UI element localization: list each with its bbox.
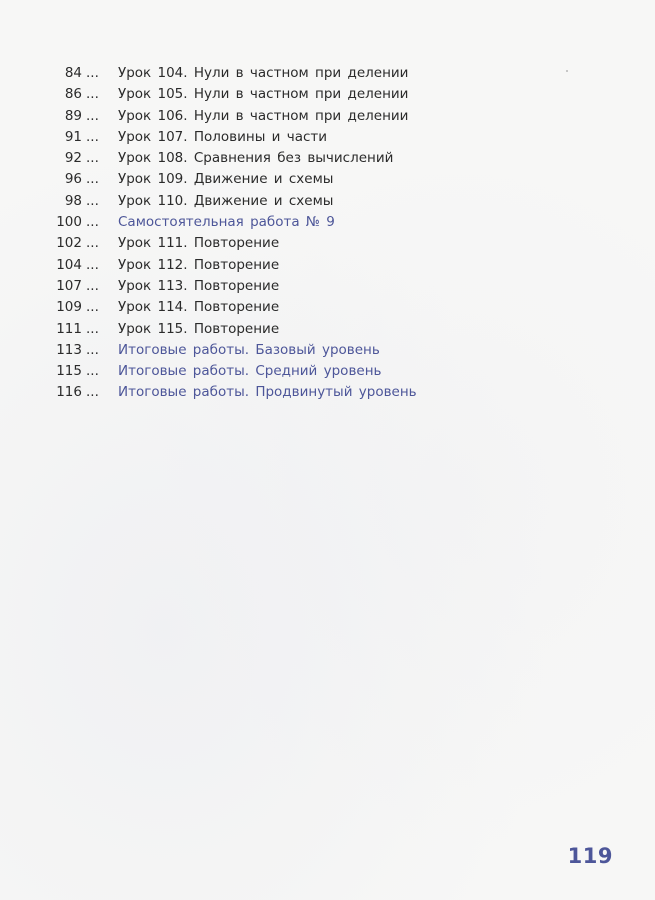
toc-entry [0, 382, 655, 403]
toc-page-number: 100 [56, 214, 82, 231]
toc-page-number: 98 [64, 192, 82, 209]
toc-entry [0, 297, 655, 318]
toc-leader-dots: ... [86, 235, 99, 252]
toc-page-number: 84 [64, 65, 82, 81]
toc-entry-title: Итоговые работы. Базовый уровень [118, 341, 380, 358]
toc-leader-dots: ... [86, 128, 99, 145]
toc-page-number: 96 [64, 171, 82, 188]
table-of-contents [0, 63, 655, 404]
toc-leader-dots: ... [86, 341, 99, 358]
toc-page-number: 109 [56, 299, 82, 316]
toc-entry-title: Урок 111. Повторение [118, 235, 280, 252]
toc-page-number: 113 [56, 341, 82, 358]
toc-entry [0, 276, 655, 297]
toc-page-number: 91 [64, 128, 82, 145]
toc-page-number: 92 [64, 150, 82, 167]
toc-leader-dots: ... [86, 277, 99, 294]
toc-entry-title: Самостоятельная работа № 9 [118, 214, 335, 231]
toc-entry-title: Урок 114. Повторение [118, 299, 280, 316]
toc-leader-dots: ... [86, 65, 99, 81]
toc-entry-title: Итоговые работы. Продвинутый уровень [118, 384, 417, 401]
toc-entry-title: Урок 110. Движение и схемы [118, 192, 334, 209]
toc-leader-dots: ... [86, 171, 99, 188]
toc-entry [0, 169, 655, 190]
toc-entry-title: Итоговые работы. Средний уровень [118, 363, 382, 380]
toc-entry [0, 63, 655, 84]
toc-entry [0, 255, 655, 276]
toc-entry [0, 319, 655, 340]
toc-page-number: 89 [64, 107, 82, 124]
toc-entry-title: Урок 107. Половины и части [118, 128, 328, 145]
toc-entry [0, 84, 655, 105]
toc-leader-dots: ... [86, 192, 99, 209]
toc-leader-dots: ... [86, 107, 99, 124]
toc-leader-dots: ... [86, 363, 99, 380]
toc-leader-dots: ... [86, 86, 99, 103]
toc-entry [0, 106, 655, 127]
toc-entry [0, 191, 655, 212]
toc-entry [0, 127, 655, 148]
toc-entry-title: Урок 104. Нули в частном при делении [118, 65, 409, 81]
toc-entry-title: Урок 108. Сравнения без вычислений [118, 150, 394, 167]
toc-entry [0, 340, 655, 361]
toc-page-number: 104 [56, 256, 82, 273]
toc-leader-dots: ... [86, 384, 99, 401]
toc-leader-dots: ... [86, 150, 99, 167]
toc-entry [0, 212, 655, 233]
toc-entry [0, 148, 655, 169]
toc-page-number: 116 [56, 384, 82, 401]
toc-leader-dots: ... [86, 214, 99, 231]
toc-leader-dots: ... [86, 320, 99, 337]
toc-entry-title: Урок 112. Повторение [118, 256, 280, 273]
toc-page-number: 107 [56, 277, 82, 294]
toc-page-number: 86 [64, 86, 82, 103]
toc-entry-title: Урок 106. Нули в частном при делении [118, 107, 409, 124]
toc-page-number: 111 [56, 320, 82, 337]
toc-entry-title: Урок 109. Движение и схемы [118, 171, 334, 188]
toc-entry-title: Урок 115. Повторение [118, 320, 280, 337]
toc-entry [0, 233, 655, 254]
toc-entry-title: Урок 113. Повторение [118, 277, 280, 294]
toc-page-number: 102 [56, 235, 82, 252]
toc-leader-dots: ... [86, 299, 99, 316]
toc-entry-title: Урок 105. Нули в частном при делении [118, 86, 409, 103]
toc-leader-dots: ... [86, 256, 99, 273]
toc-page-number: 115 [56, 363, 82, 380]
toc-entry [0, 361, 655, 382]
page-number: 119 [567, 844, 613, 868]
